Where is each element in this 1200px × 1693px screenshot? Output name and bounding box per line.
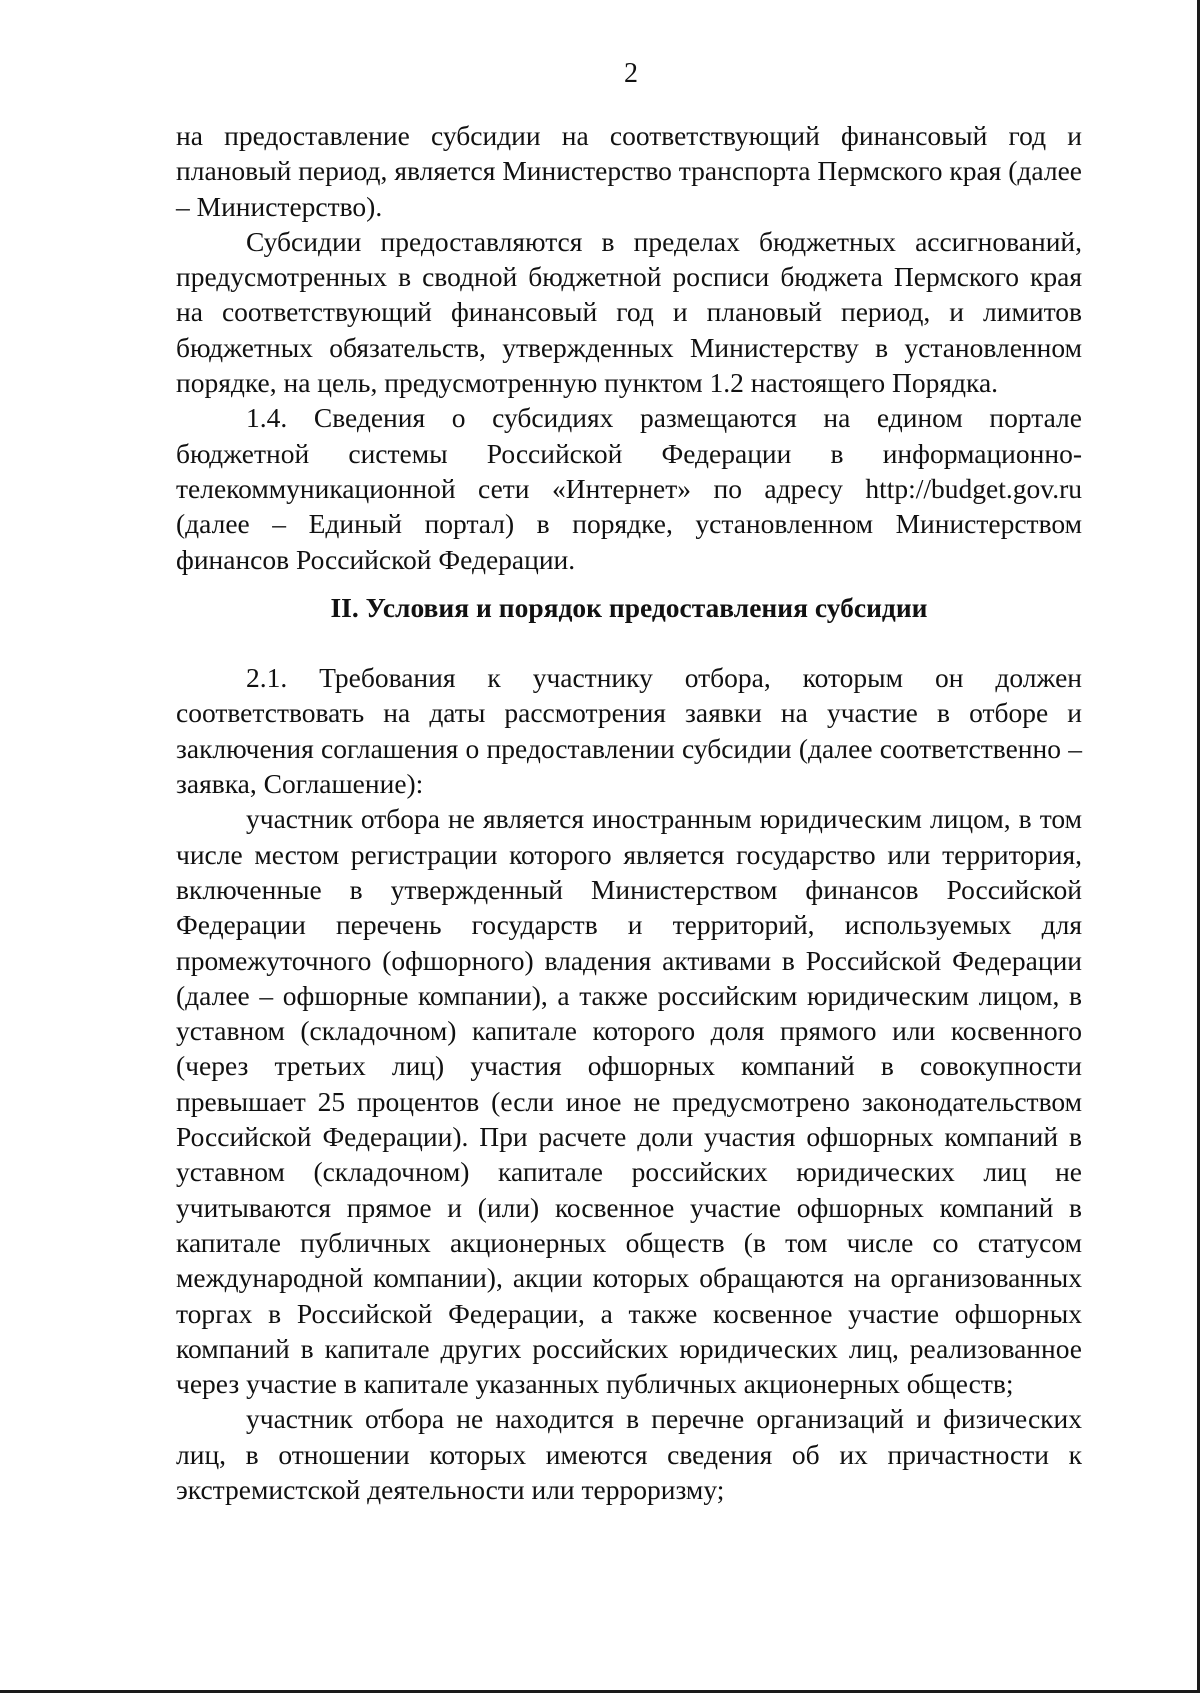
paragraph-extremism-requirement: участник отбора не находится в перечне организаций и физических лиц, в отношении которых имеются сведения об их причастности к экстремистской деятельности или терроризму;: [176, 1403, 1082, 1505]
section-heading: II. Условия и порядок предоставления субсидии: [330, 591, 928, 623]
page-number: 2: [624, 58, 638, 89]
paragraph-1-4: 1.4. Сведения о субсидиях размещаются на едином портале бюджетной системы Российской Федерации в информационно-телекоммуникационной сети «Интернет» по адресу http://budget.gov.ru (далее – Единый портал) в порядке, установленном Министерством финансов Российской Федерации.: [176, 402, 1082, 575]
paragraph-continuation: на предоставление субсидии на соответствующий финансовый год и плановый период, является Министерство транспорта Пермского края (далее – Министерство).: [176, 120, 1082, 222]
paragraph-offshore-requirement: участник отбора не является иностранным юридическим лицом, в том числе местом регистрации которого является государство или территория, включенные в утвержденный Министерством финансов Российской Федерации перечень государств и территорий, используемых для промежуточного (офшорного) владения активами в Российской Федерации (далее – офшорные компании), а также российским юридическим лицом, в уставном (складочном) капитале которого доля прямого или косвенного (через третьих лиц) участия офшорных компаний в совокупности превышает 25 процентов (если иное не предусмотрено законодательством Российской Федерации). При расчете доли участия офшорных компаний в уставном (складочном) капитале российских юридических лиц не учитываются прямое и (или) косвенное участие офшорных компаний в капитале публичных акционерных обществ (в том числе со статусом международной компании), акции которых обращаются на организованных торгах в Российской Федерации, а также косвенное участие офшорных компаний в капитале других российских юридических лиц, реализованное через участие в капитале указанных публичных акционерных обществ;: [176, 803, 1082, 1400]
paragraph-subsidy-limits: Субсидии предоставляются в пределах бюджетных ассигнований, предусмотренных в сводной бюджетной росписи бюджета Пермского края на соответствующий финансовый год и плановый период, и лимитов бюджетных обязательств, утвержденных Министерству в установленном порядке, на цель, предусмотренную пунктом 1.2 настоящего Порядка.: [176, 225, 1082, 399]
paragraph-2-1: 2.1. Требования к участнику отбора, которым он должен соответствовать на даты рассмотрения заявки на участие в отборе и заключения соглашения о предоставлении субсидии (далее соответственно – заявка, Соглашение):: [176, 662, 1082, 800]
document-body: [176, 118, 1082, 1507]
